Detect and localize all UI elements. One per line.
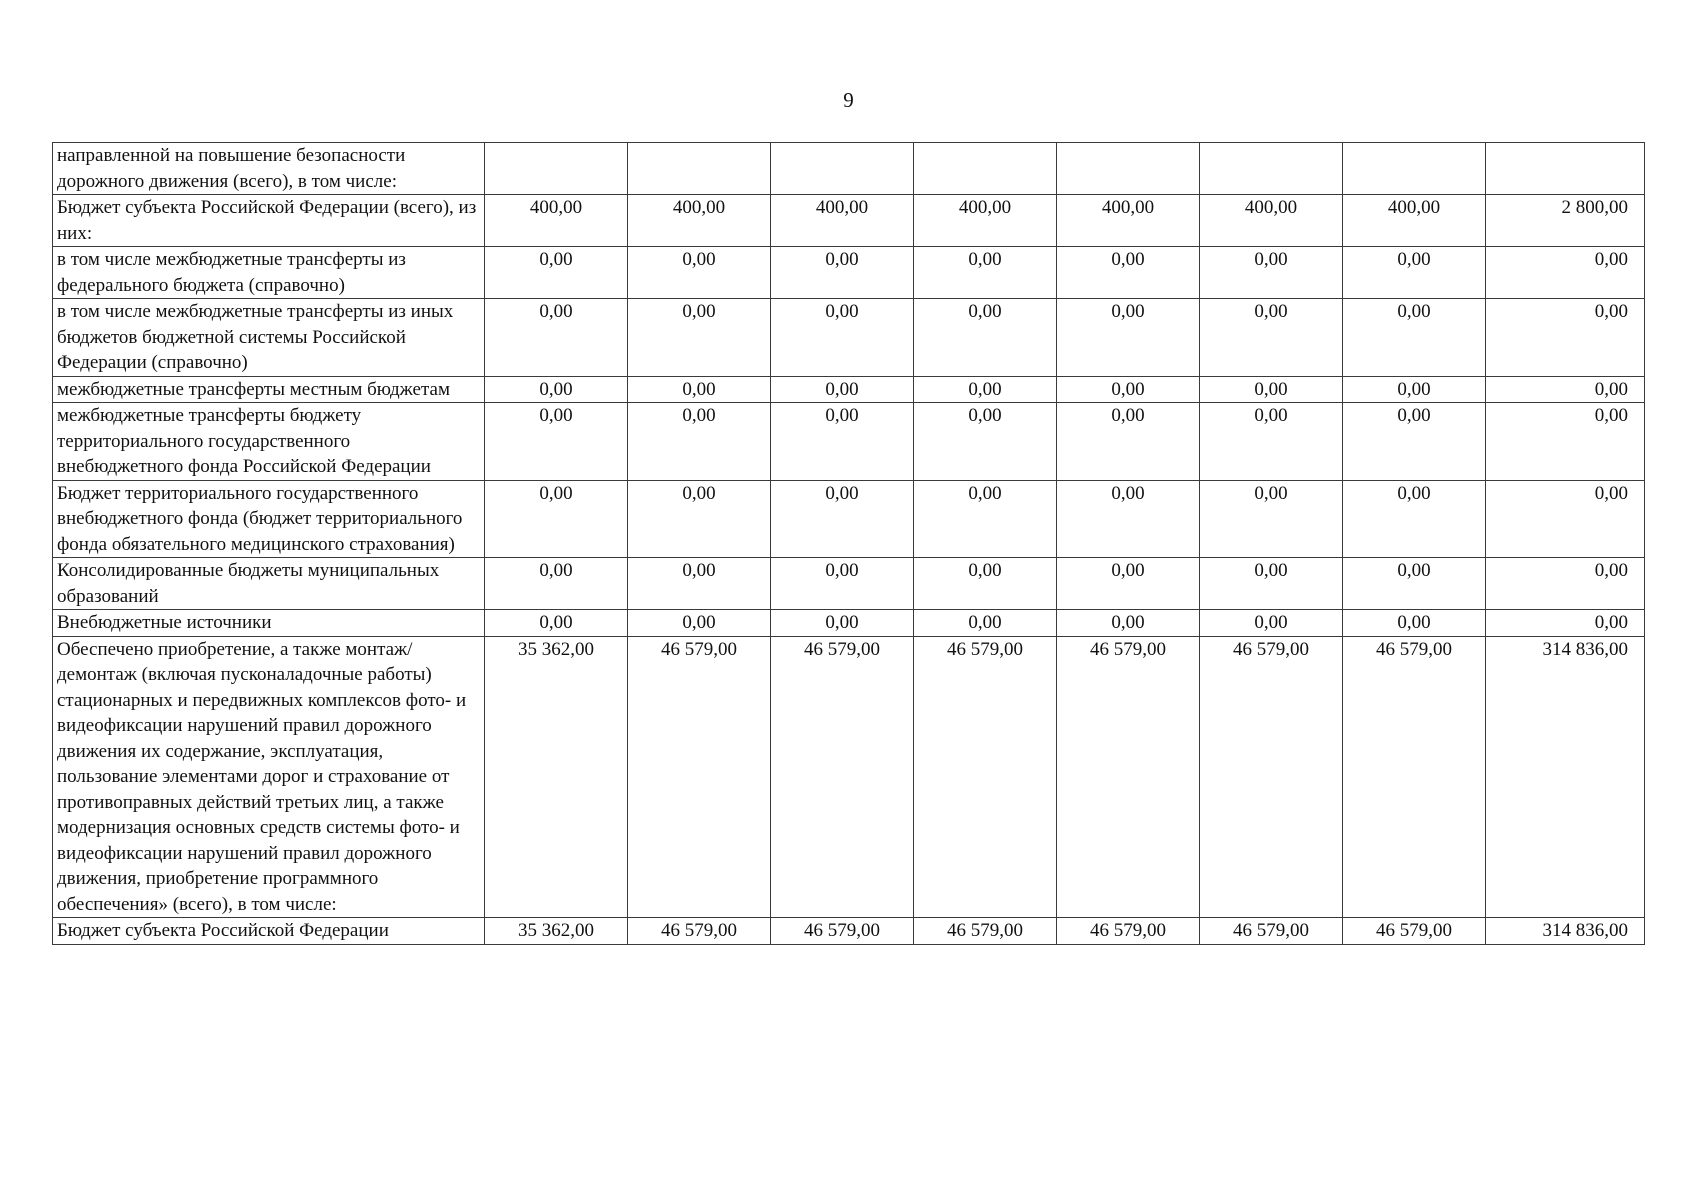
- row-label: Консолидированные бюджеты муниципальных образований: [53, 558, 485, 610]
- value-cell: 35 362,00: [485, 636, 628, 918]
- total-value-cell: 0,00: [1486, 610, 1645, 637]
- value-cell: 0,00: [771, 558, 914, 610]
- total-value-cell: 0,00: [1486, 558, 1645, 610]
- value-cell: 0,00: [628, 610, 771, 637]
- table-row: [53, 403, 1645, 481]
- value-cell: 0,00: [1200, 247, 1343, 299]
- table-row: [53, 558, 1645, 610]
- value-cell: 0,00: [628, 247, 771, 299]
- value-cell: 0,00: [485, 403, 628, 481]
- value-cell: [1200, 143, 1343, 195]
- row-label: межбюджетные трансферты бюджету территориального государственного внебюджетного фонда Российской Федерации: [53, 403, 485, 481]
- row-label: Бюджет субъекта Российской Федерации: [53, 918, 485, 945]
- value-cell: 400,00: [1057, 195, 1200, 247]
- table-body: [53, 143, 1645, 945]
- value-cell: 0,00: [1200, 480, 1343, 558]
- value-cell: 0,00: [1057, 558, 1200, 610]
- value-cell: 0,00: [1200, 610, 1343, 637]
- value-cell: [628, 143, 771, 195]
- total-value-cell: 0,00: [1486, 480, 1645, 558]
- value-cell: 400,00: [914, 195, 1057, 247]
- value-cell: 46 579,00: [771, 918, 914, 945]
- value-cell: 0,00: [628, 480, 771, 558]
- table-row: [53, 918, 1645, 945]
- value-cell: 0,00: [914, 610, 1057, 637]
- total-value-cell: 0,00: [1486, 376, 1645, 403]
- table-row: [53, 195, 1645, 247]
- value-cell: 0,00: [1343, 558, 1486, 610]
- value-cell: 0,00: [914, 299, 1057, 377]
- value-cell: 46 579,00: [1057, 918, 1200, 945]
- value-cell: 0,00: [771, 403, 914, 481]
- value-cell: 0,00: [485, 247, 628, 299]
- value-cell: 0,00: [1057, 299, 1200, 377]
- table-row: [53, 143, 1645, 195]
- value-cell: 400,00: [1343, 195, 1486, 247]
- value-cell: 0,00: [771, 376, 914, 403]
- value-cell: 0,00: [628, 299, 771, 377]
- value-cell: 0,00: [914, 480, 1057, 558]
- value-cell: 0,00: [485, 558, 628, 610]
- value-cell: 0,00: [1200, 558, 1343, 610]
- value-cell: 0,00: [771, 610, 914, 637]
- total-value-cell: 2 800,00: [1486, 195, 1645, 247]
- value-cell: 0,00: [628, 376, 771, 403]
- value-cell: [914, 143, 1057, 195]
- value-cell: 0,00: [1057, 247, 1200, 299]
- value-cell: 0,00: [485, 299, 628, 377]
- row-label: направленной на повышение безопасности дорожного движения (всего), в том числе:: [53, 143, 485, 195]
- value-cell: 0,00: [1343, 610, 1486, 637]
- total-value-cell: [1486, 143, 1645, 195]
- value-cell: 400,00: [771, 195, 914, 247]
- value-cell: 400,00: [485, 195, 628, 247]
- row-label: Бюджет территориального государственного внебюджетного фонда (бюджет территориального фонда обязательного медицинского страхования): [53, 480, 485, 558]
- value-cell: 0,00: [914, 376, 1057, 403]
- total-value-cell: 0,00: [1486, 247, 1645, 299]
- table-row: [53, 299, 1645, 377]
- value-cell: [1343, 143, 1486, 195]
- total-value-cell: 0,00: [1486, 403, 1645, 481]
- value-cell: 0,00: [1200, 299, 1343, 377]
- value-cell: 0,00: [1057, 610, 1200, 637]
- value-cell: 0,00: [914, 247, 1057, 299]
- value-cell: 0,00: [1343, 247, 1486, 299]
- table-row: [53, 376, 1645, 403]
- value-cell: 0,00: [771, 299, 914, 377]
- value-cell: 0,00: [771, 480, 914, 558]
- value-cell: 46 579,00: [1057, 636, 1200, 918]
- value-cell: 46 579,00: [628, 636, 771, 918]
- value-cell: 0,00: [914, 558, 1057, 610]
- value-cell: 46 579,00: [914, 636, 1057, 918]
- page-number: 9: [843, 88, 854, 112]
- total-value-cell: 314 836,00: [1486, 918, 1645, 945]
- value-cell: 400,00: [628, 195, 771, 247]
- value-cell: [485, 143, 628, 195]
- value-cell: 46 579,00: [914, 918, 1057, 945]
- value-cell: 0,00: [1343, 299, 1486, 377]
- value-cell: 0,00: [1057, 403, 1200, 481]
- value-cell: 0,00: [1200, 376, 1343, 403]
- row-label: в том числе межбюджетные трансферты из иных бюджетов бюджетной системы Российской Федерации (справочно): [53, 299, 485, 377]
- total-value-cell: 314 836,00: [1486, 636, 1645, 918]
- row-label: Бюджет субъекта Российской Федерации (всего), из них:: [53, 195, 485, 247]
- value-cell: 0,00: [485, 610, 628, 637]
- value-cell: 400,00: [1200, 195, 1343, 247]
- value-cell: 0,00: [1057, 480, 1200, 558]
- table-row: [53, 247, 1645, 299]
- value-cell: 0,00: [771, 247, 914, 299]
- value-cell: 46 579,00: [1200, 636, 1343, 918]
- row-label: межбюджетные трансферты местным бюджетам: [53, 376, 485, 403]
- value-cell: 0,00: [485, 376, 628, 403]
- value-cell: 35 362,00: [485, 918, 628, 945]
- value-cell: 0,00: [628, 403, 771, 481]
- value-cell: 46 579,00: [1343, 918, 1486, 945]
- value-cell: 46 579,00: [1343, 636, 1486, 918]
- value-cell: 0,00: [1343, 480, 1486, 558]
- value-cell: [771, 143, 914, 195]
- value-cell: 0,00: [628, 558, 771, 610]
- budget-table: [52, 142, 1645, 945]
- table-row: [53, 610, 1645, 637]
- value-cell: 0,00: [914, 403, 1057, 481]
- value-cell: 0,00: [485, 480, 628, 558]
- table-row: [53, 480, 1645, 558]
- value-cell: 0,00: [1057, 376, 1200, 403]
- value-cell: 46 579,00: [1200, 918, 1343, 945]
- total-value-cell: 0,00: [1486, 299, 1645, 377]
- row-label: Внебюджетные источники: [53, 610, 485, 637]
- value-cell: [1057, 143, 1200, 195]
- value-cell: 0,00: [1343, 403, 1486, 481]
- row-label: в том числе межбюджетные трансферты из федерального бюджета (справочно): [53, 247, 485, 299]
- value-cell: 46 579,00: [628, 918, 771, 945]
- value-cell: 0,00: [1200, 403, 1343, 481]
- value-cell: 0,00: [1343, 376, 1486, 403]
- row-label: Обеспечено приобретение, а также монтаж/демонтаж (включая пусконаладочные работы) стационарных и передвижных комплексов фото- и видеофиксации нарушений правил дорожного движения их содержание, эксплуатация, пользование элементами дорог и страхование от противоправных действий третьих лиц, а также модернизация основных средств системы фото- и видеофиксации нарушений правил дорожного движения, приобретение программного обеспечения» (всего), в том числе:: [53, 636, 485, 918]
- value-cell: 46 579,00: [771, 636, 914, 918]
- table-row: [53, 636, 1645, 918]
